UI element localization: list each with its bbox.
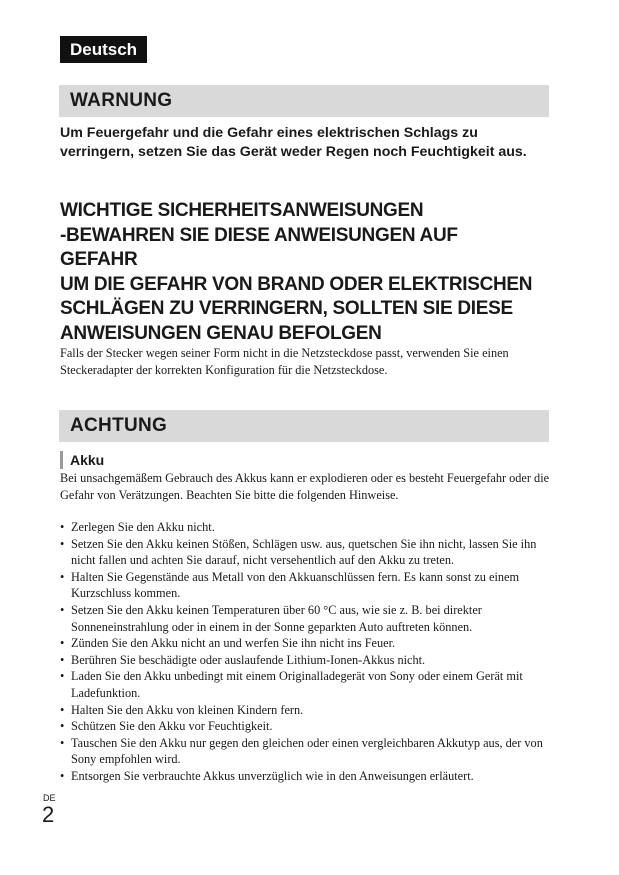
list-item: • Tauschen Sie den Akku nur gegen den gleichen oder einen vergleichbaren Akkutyp aus, der von Sony empfohlen wird. bbox=[60, 735, 555, 768]
list-item: • Halten Sie Gegenstände aus Metall von den Akkuanschlüssen fern. Es kann sonst zu einem Kurzschluss kommen. bbox=[60, 569, 555, 602]
list-item: • Entsorgen Sie verbrauchte Akkus unverzüglich wie in den Anweisungen erläutert. bbox=[60, 768, 555, 785]
safety-heading-line: GEFAHR bbox=[60, 249, 138, 271]
caution-section-header: ACHTUNG bbox=[59, 410, 549, 442]
safety-heading-line: -BEWAHREN SIE DIESE ANWEISUNGEN AUF bbox=[60, 224, 458, 246]
list-item: • Setzen Sie den Akku keinen Temperaturen über 60 °C aus, wie sie z. B. bei direkter Sonneneinstrahlung oder in einem in der Sonne geparkten Auto auftreten können. bbox=[60, 602, 555, 635]
page-number: 2 bbox=[42, 802, 55, 827]
safety-heading-line: WICHTIGE SICHERHEITSANWEISUNGEN bbox=[60, 200, 424, 221]
plug-adapter-text: Falls der Stecker wegen seiner Form nicht in die Netzsteckdose passt, verwenden Sie einen Steckeradapter der korrekten Konfiguration für die Netzsteckdose. bbox=[60, 346, 509, 377]
battery-precautions-list bbox=[60, 519, 555, 785]
page-language-code: DE bbox=[43, 793, 56, 803]
battery-intro-text: Bei unsachgemäßem Gebrauch des Akkus kann er explodieren oder es besteht Feuergefahr oder die Gefahr von Verätzungen. Beachten Sie bitte die folgenden Hinweise. bbox=[60, 471, 550, 502]
language-tab: Deutsch bbox=[60, 36, 147, 63]
list-item: • Berühren Sie beschädigte oder auslaufende Lithium-Ionen-Akkus nicht. bbox=[60, 652, 555, 669]
list-item: • Setzen Sie den Akku keinen Stößen, Schlägen usw. aus, quetschen Sie ihn nicht, lassen Sie ihn nicht fallen und achten Sie darauf, nicht versehentlich auf den Akku zu treten. bbox=[60, 536, 555, 569]
safety-instructions-heading bbox=[60, 199, 560, 347]
safety-heading-line: SCHLÄGEN ZU VERRINGERN, SOLLTEN SIE DIESE bbox=[60, 298, 513, 320]
warning-text: Um Feuergefahr und die Gefahr eines elektrischen Schlags zu verringern, setzen Sie das Gerät weder Regen noch Feuchtigkeit aus. bbox=[60, 125, 527, 160]
list-item: • Zünden Sie den Akku nicht an und werfen Sie ihn nicht ins Feuer. bbox=[60, 635, 555, 652]
list-item: • Zerlegen Sie den Akku nicht. bbox=[60, 519, 555, 536]
safety-heading-line: UM DIE GEFAHR VON BRAND ODER ELEKTRISCHEN bbox=[60, 273, 533, 295]
safety-heading-line: ANWEISUNGEN GENAU BEFOLGEN bbox=[60, 322, 382, 344]
warning-section-header: WARNUNG bbox=[59, 85, 549, 117]
battery-subheading: Akku bbox=[60, 451, 104, 469]
list-item: • Halten Sie den Akku von kleinen Kindern fern. bbox=[60, 702, 555, 719]
list-item: • Laden Sie den Akku unbedingt mit einem Originalladegerät von Sony oder einem Gerät mit Ladefunktion. bbox=[60, 668, 555, 701]
list-item: • Schützen Sie den Akku vor Feuchtigkeit. bbox=[60, 718, 555, 735]
